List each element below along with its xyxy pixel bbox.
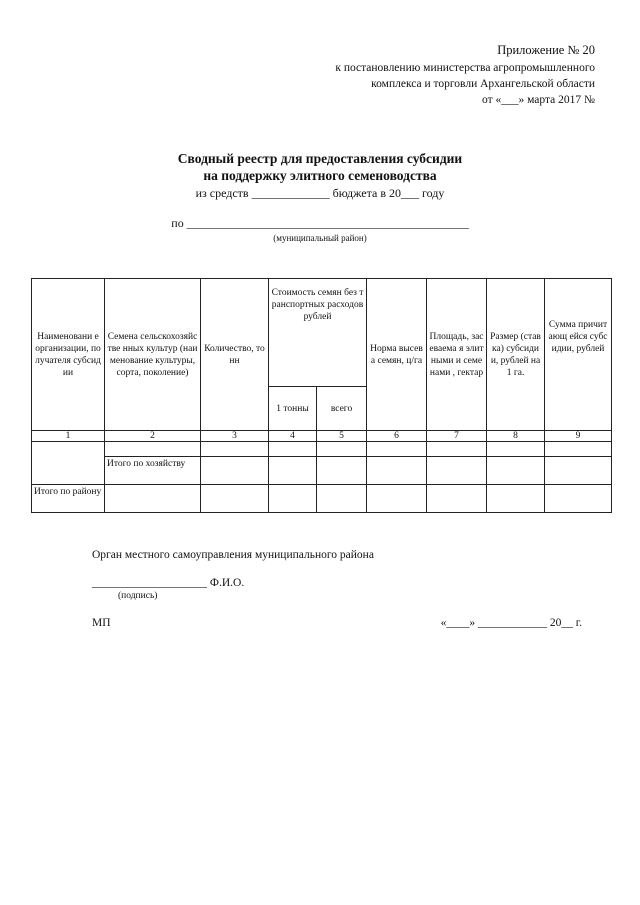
column-number: 4 bbox=[269, 431, 317, 442]
column-number: 5 bbox=[317, 431, 367, 442]
signature-caption: (подпись) bbox=[118, 591, 158, 601]
table-cell bbox=[427, 457, 487, 485]
column-number: 2 bbox=[105, 431, 201, 442]
table-cell bbox=[487, 442, 545, 457]
table-cell bbox=[105, 485, 201, 513]
appendix-title: Приложение № 20 bbox=[497, 43, 595, 57]
header-cost-total: всего bbox=[317, 387, 367, 431]
table-cell bbox=[545, 442, 612, 457]
appendix-line-2: комплекса и торговли Архангельской области bbox=[371, 78, 595, 90]
table-cell bbox=[317, 485, 367, 513]
header-cost-per-ton: 1 тонны bbox=[269, 387, 317, 431]
column-number: 8 bbox=[487, 431, 545, 442]
column-number: 6 bbox=[367, 431, 427, 442]
table-row bbox=[32, 442, 612, 457]
table-cell bbox=[269, 457, 317, 485]
table-cell bbox=[105, 442, 201, 457]
table-cell bbox=[367, 457, 427, 485]
table-cell bbox=[201, 442, 269, 457]
document-title-line-2: на поддержку элитного семеноводства bbox=[203, 168, 437, 183]
district-caption: (муниципальный район) bbox=[273, 233, 367, 243]
header-subsidy-sum: Сумма причитающ ейся субсидии, рублей bbox=[545, 279, 612, 431]
register-table bbox=[31, 278, 612, 513]
header-seed-cost: Стоимость семян без транспортных расходов рублей bbox=[269, 279, 367, 387]
table-cell bbox=[201, 457, 269, 485]
authority-label: Орган местного самоуправления муниципального района bbox=[92, 549, 374, 561]
document-title-line-1: Сводный реестр для предоставления субсидии bbox=[177, 151, 463, 166]
date-line: «____» ____________ 20__ г. bbox=[440, 617, 582, 629]
column-number: 9 bbox=[545, 431, 612, 442]
column-number: 7 bbox=[427, 431, 487, 442]
district-line: по _______________________________________________ bbox=[171, 216, 469, 230]
table-cell bbox=[427, 485, 487, 513]
table-cell bbox=[487, 457, 545, 485]
document-subtitle: из средств _____________ бюджета в 20___ году bbox=[195, 186, 445, 200]
table-cell bbox=[317, 457, 367, 485]
table-cell bbox=[269, 485, 317, 513]
signature-line: ____________________ Ф.И.О. bbox=[92, 577, 245, 589]
column-numbers-row bbox=[32, 431, 612, 442]
table-cell bbox=[317, 442, 367, 457]
table-cell bbox=[487, 485, 545, 513]
appendix-line-1: к постановлению министерства агропромышленного bbox=[335, 62, 595, 74]
district-total-label: Итого по району bbox=[32, 485, 105, 513]
table-cell bbox=[545, 457, 612, 485]
stamp-place-label: МП bbox=[92, 617, 111, 629]
table-row-district-total bbox=[32, 485, 612, 513]
header-quantity: Количество, тонн bbox=[201, 279, 269, 431]
table-cell bbox=[201, 485, 269, 513]
header-seeding-rate: Норма высева семян, ц/га bbox=[367, 279, 427, 431]
header-subsidy-rate: Размер (ставка) субсидии, рублей на 1 га. bbox=[487, 279, 545, 431]
column-number: 3 bbox=[201, 431, 269, 442]
table-cell bbox=[427, 442, 487, 457]
appendix-line-3: от «___» марта 2017 № bbox=[481, 94, 595, 106]
table-cell bbox=[545, 485, 612, 513]
table-row-farm-total bbox=[32, 457, 612, 485]
table-cell bbox=[269, 442, 317, 457]
header-area: Площадь, засеваема я элитными и семенами , гектар bbox=[427, 279, 487, 431]
table-cell bbox=[367, 485, 427, 513]
header-seeds: Семена сельскохозяйстве нных культур (наименование культуры, сорта, поколение) bbox=[105, 279, 201, 431]
column-number: 1 bbox=[32, 431, 105, 442]
farm-total-label: Итого по хозяйству bbox=[105, 457, 201, 485]
table-cell bbox=[32, 442, 105, 485]
table-cell bbox=[367, 442, 427, 457]
header-organization: Наименовани е организации, получателя субсидии bbox=[32, 279, 105, 431]
